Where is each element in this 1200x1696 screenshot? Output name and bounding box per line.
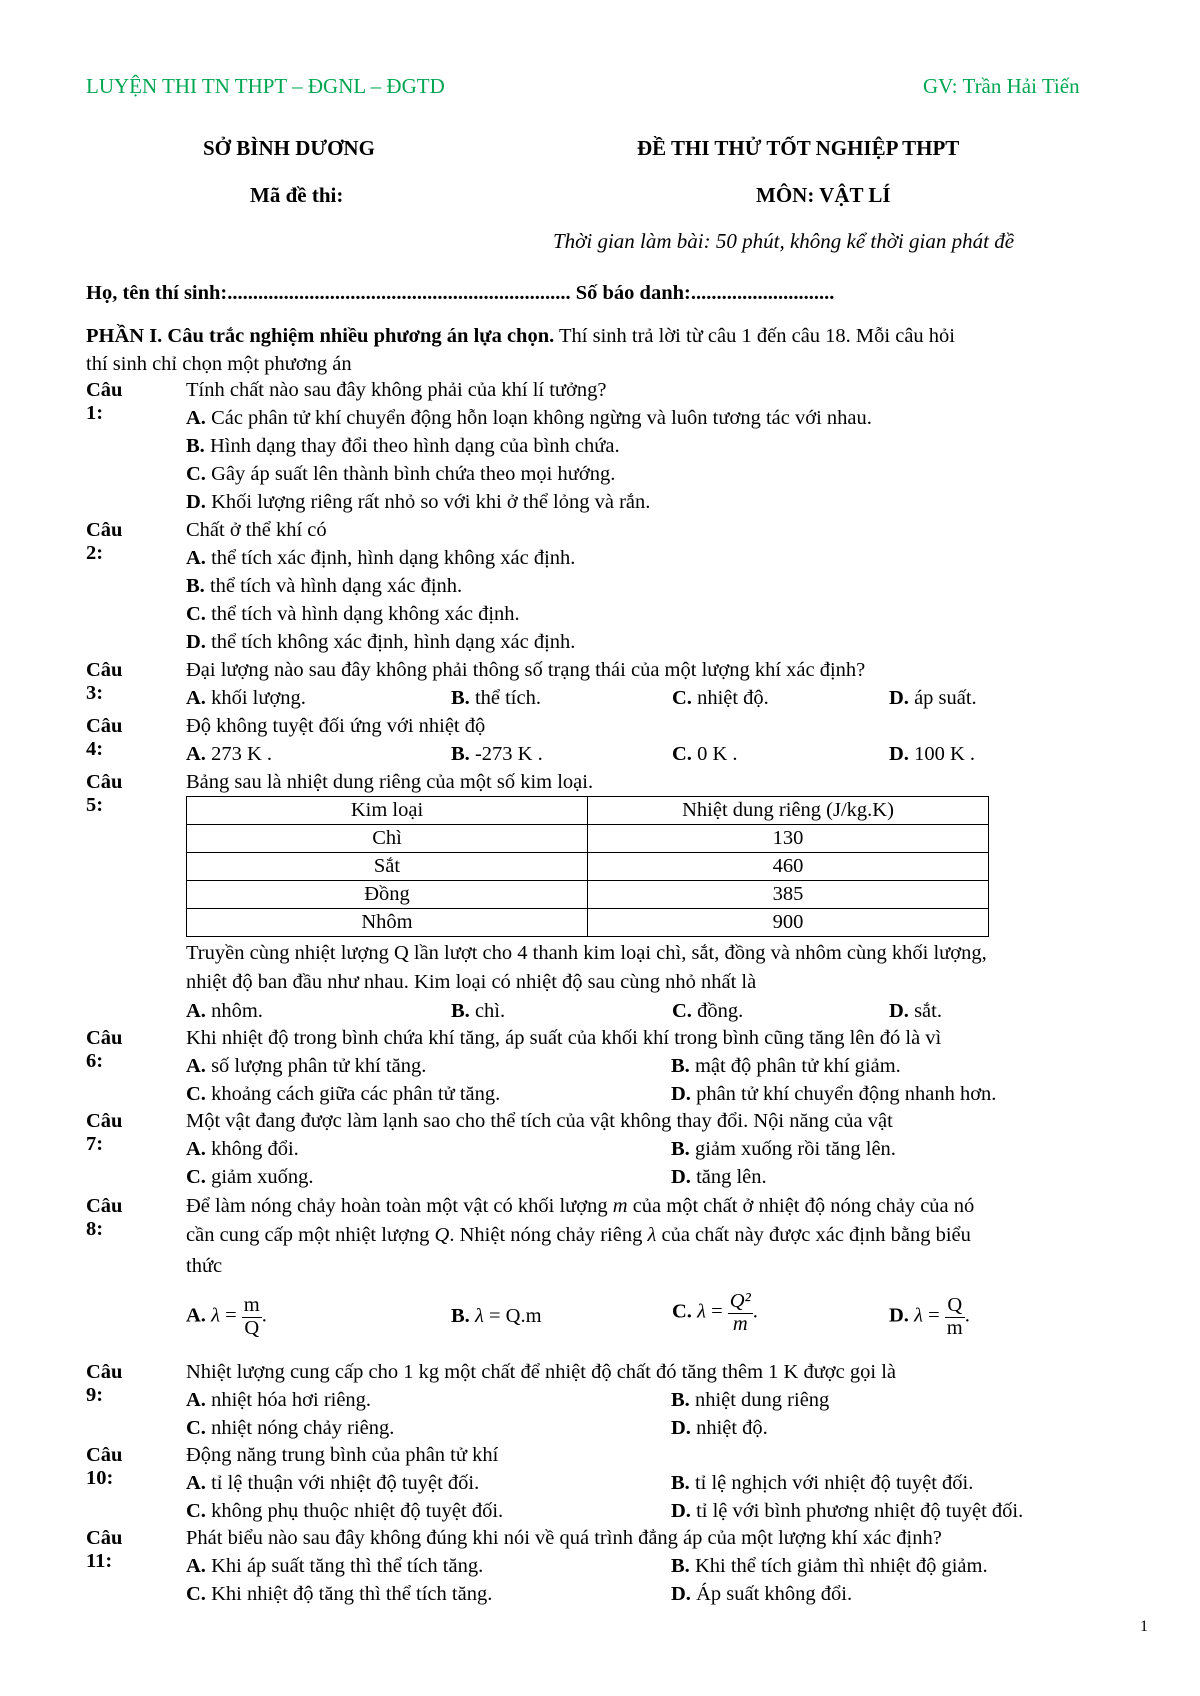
exam-org: SỞ BÌNH DƯƠNG <box>203 136 375 160</box>
header-left: LUYỆN THI TN THPT – ĐGNL – ĐGTD <box>86 74 445 98</box>
q8-option-a: A. λ = $\frac{m}{Q}$ . <box>186 1294 267 1339</box>
specific-heat-table <box>186 796 989 937</box>
q8-option-c: C. λ = $\frac{\text{Q²}}{m}$ . <box>672 1290 758 1335</box>
fraction: $\frac{m}{Q}$ <box>243 1294 260 1339</box>
table-row <box>187 881 989 909</box>
table-cell: 385 <box>588 881 989 909</box>
table-header-cell: Nhiệt dung riêng (J/kg.K) <box>588 797 989 825</box>
table-row <box>187 853 989 881</box>
exam-time: Thời gian làm bài: 50 phút, không kể thời gian phát đề <box>553 229 1015 253</box>
exam-title: ĐỀ THI THỬ TỐT NGHIỆP THPT <box>637 136 960 160</box>
q8-option-b: B. λ = Q.m <box>451 1305 542 1327</box>
exam-code-label: Mã đề thi: <box>250 183 344 207</box>
table-cell: Chì <box>187 825 588 853</box>
name-line: Họ, tên thí sinh:................................................................... Số báo danh:............................ <box>86 282 835 304</box>
header-right: GV: Trần Hải Tiến <box>923 74 1080 98</box>
q8-option-d: D. λ = $\frac{Q}{m}$ . <box>889 1294 970 1339</box>
table-cell: Đồng <box>187 881 588 909</box>
exam-subject: MÔN: VẬT LÍ <box>756 183 891 207</box>
table-cell: 900 <box>588 909 989 937</box>
fraction: $\frac{\text{Q²}}{m}$ <box>729 1290 751 1335</box>
part1-heading: PHẦN I. Câu trắc nghiệm nhiều phương án lựa chọn. Thí sinh trả lời từ câu 1 đến câu 18. Mỗi câu hỏi <box>86 325 955 347</box>
table-cell: 130 <box>588 825 989 853</box>
table-cell: Nhôm <box>187 909 588 937</box>
fraction: $\frac{Q}{m}$ <box>946 1294 963 1339</box>
part1-desc: thí sinh chỉ chọn một phương án <box>86 353 352 375</box>
table-row <box>187 825 989 853</box>
table-header-cell: Kim loại <box>187 797 588 825</box>
page-number: 1 <box>1140 1618 1148 1635</box>
table-row <box>187 909 989 937</box>
table-cell: Sắt <box>187 853 588 881</box>
table-header-row <box>187 797 989 825</box>
table-cell: 460 <box>588 853 989 881</box>
